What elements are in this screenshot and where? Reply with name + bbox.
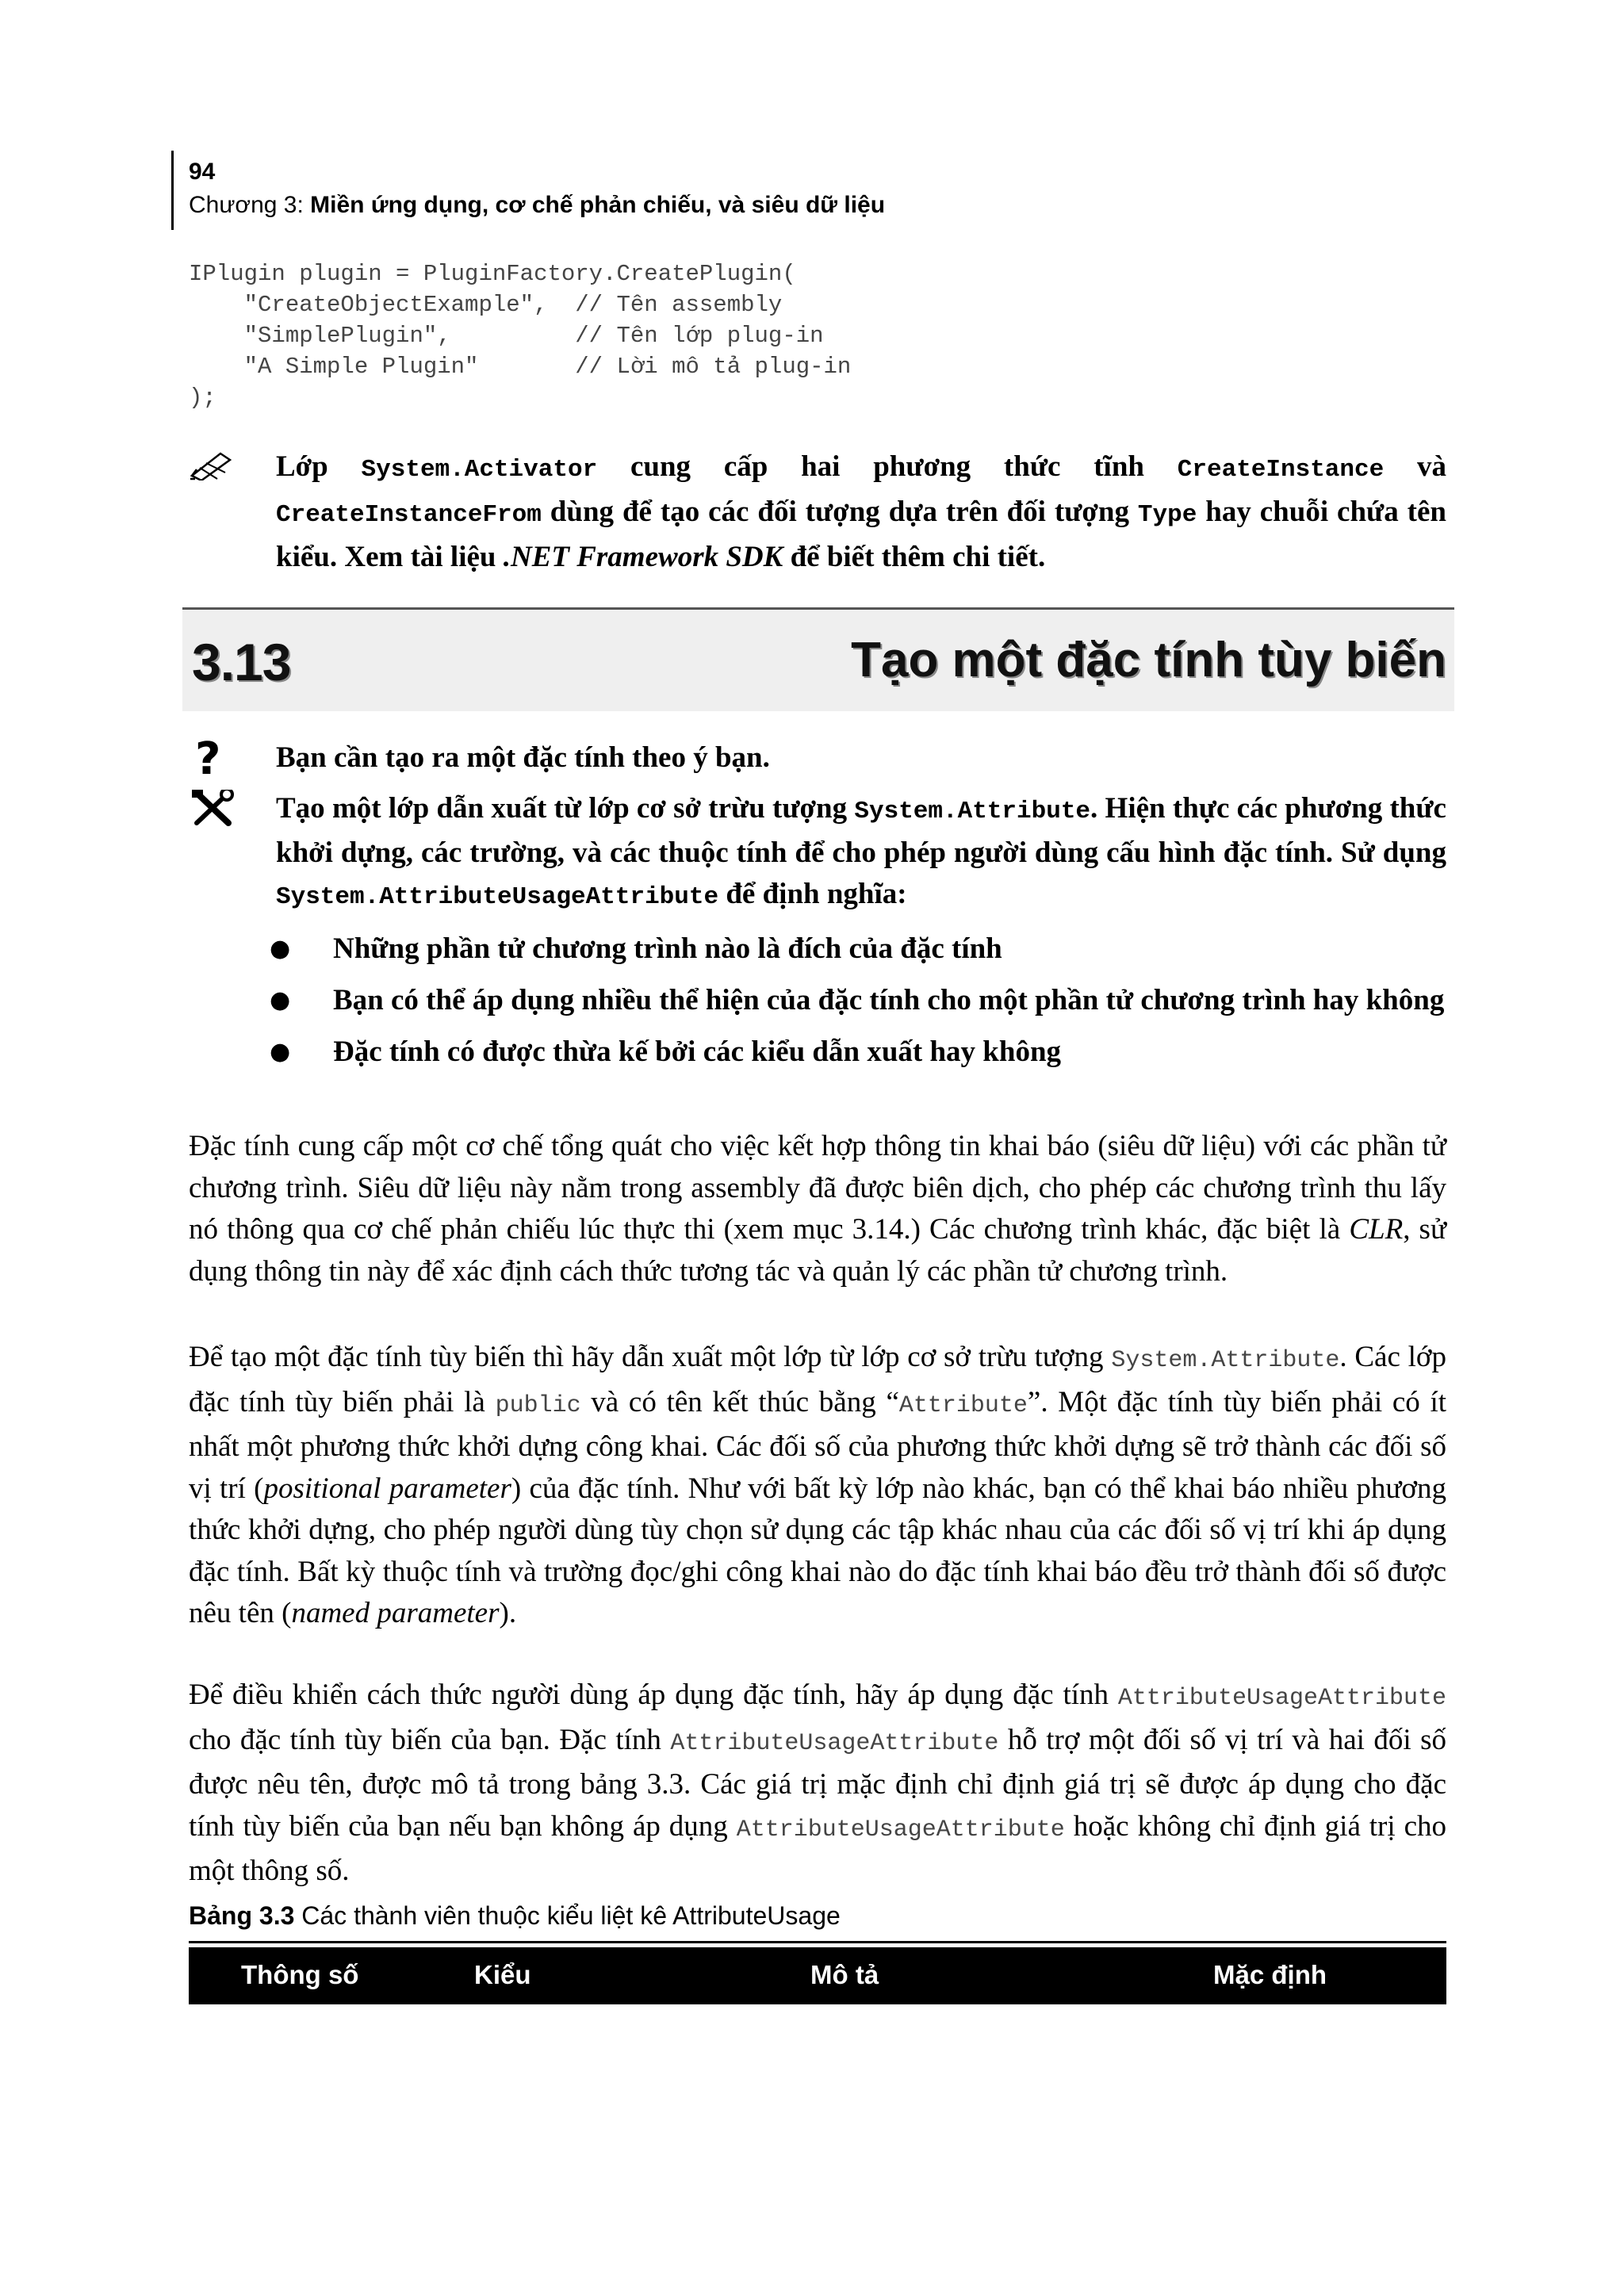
paragraph bbox=[189, 1126, 1446, 1292]
column-header: Mặc định bbox=[1213, 1960, 1327, 1989]
pencil-note-icon bbox=[189, 449, 236, 480]
inline-code: System.Attribute bbox=[1111, 1347, 1340, 1374]
column-header: Thông số bbox=[241, 1960, 359, 1989]
list-item bbox=[270, 929, 1446, 968]
note-text-part: hay chuỗi chứa tên kiểu. Xem tài liệu bbox=[276, 496, 1446, 573]
note-text-part: Lớp bbox=[276, 450, 362, 483]
paragraph-text: ”. Một đặc tính tùy biến phải có ít nhất một phương thức khởi dựng công khai. Các đối số của phương thức khởi dựng sẽ trở thành các đối số vị trí ( bbox=[189, 1385, 1447, 1505]
inline-code: public bbox=[495, 1391, 581, 1419]
list-item bbox=[270, 981, 1446, 1020]
chapter-prefix: Chương 3: bbox=[189, 192, 311, 218]
note-text-part: và bbox=[1384, 450, 1447, 483]
inline-code: AttributeUsageAttribute bbox=[670, 1729, 999, 1757]
list-item-text: Những phần tử chương trình nào là đích của đặc tính bbox=[333, 932, 1002, 965]
inline-code: CreateInstance bbox=[1177, 456, 1385, 484]
list-item bbox=[270, 1032, 1446, 1071]
code-line: "CreateObjectExample", // Tên assembly bbox=[189, 292, 783, 318]
list-item-text: Đặc tính có được thừa kế bởi các kiểu dẫn xuất hay không bbox=[333, 1035, 1062, 1068]
chapter-title: Miền ứng dụng, cơ chế phản chiếu, và siêu dữ liệu bbox=[310, 192, 886, 218]
tools-icon bbox=[190, 790, 235, 826]
chapter-line bbox=[189, 189, 1457, 222]
paragraph-text: hỗ trợ một đối số vị trí và hai đối số được nêu tên, được mô tả trong bảng 3.3. Các giá trị mặc định chỉ định giá trị sẽ được áp dụng cho đặc tính tùy biến của bạn nếu bạn không áp dụng bbox=[189, 1723, 1447, 1843]
code-block bbox=[189, 258, 851, 413]
section-title: Tạo một đặc tính tùy biến bbox=[851, 633, 1446, 687]
table-caption-label: Bảng 3.3 bbox=[189, 1901, 295, 1930]
table-header bbox=[189, 1947, 1446, 2004]
inline-code: CreateInstanceFrom bbox=[276, 501, 542, 529]
page-number: 94 bbox=[189, 159, 216, 185]
paragraph bbox=[189, 1675, 1446, 1893]
paragraph-text: và có tên kết thúc bằng “ bbox=[580, 1385, 899, 1418]
paragraph bbox=[189, 1337, 1446, 1635]
solution-text-part: Tạo một lớp dẫn xuất từ lớp cơ sở trừu tượng bbox=[276, 792, 855, 825]
paragraph-text: , sử dụng thông tin này để xác định cách thức tương tác và quản lý các phần tử chương trình. bbox=[189, 1213, 1447, 1288]
bullet-icon: ● bbox=[270, 935, 291, 963]
inline-code: System.Activator bbox=[361, 456, 598, 484]
paragraph-italic: positional parameter bbox=[263, 1472, 511, 1505]
code-line: IPlugin plugin = PluginFactory.CreatePlugin( bbox=[189, 261, 796, 287]
bullet-icon: ● bbox=[270, 986, 291, 1014]
solution-text bbox=[276, 788, 1446, 918]
solution-text-part: để định nghĩa: bbox=[718, 878, 907, 910]
paragraph-italic: named parameter bbox=[291, 1597, 500, 1629]
paragraph-italic: CLR bbox=[1349, 1213, 1404, 1246]
note-text bbox=[276, 446, 1446, 578]
paragraph-text: . Các lớp đặc tính tùy biến phải là bbox=[189, 1341, 1446, 1418]
code-line: ); bbox=[189, 385, 216, 411]
paragraph-text: cho đặc tính tùy biến của bạn. Đặc tính bbox=[189, 1723, 671, 1756]
problem-text: Bạn cần tạo ra một đặc tính theo ý bạn. bbox=[276, 741, 770, 774]
list-item-text: Bạn có thể áp dụng nhiều thể hiện của đặc tính cho một phần tử chương trình hay không bbox=[333, 984, 1445, 1016]
section-banner bbox=[182, 607, 1454, 711]
table-caption-text: Các thành viên thuộc kiểu liệt kê AttributeUsage bbox=[294, 1901, 841, 1930]
bullet-icon: ● bbox=[270, 1038, 291, 1066]
paragraph-text: ) của đặc tính. Như với bất kỳ lớp nào khác, bạn có thể khai báo nhiều phương thức khởi dựng, cho phép người dùng tùy chọn sử dụng các tập khác nhau của các đối số vị trí khi áp dụng đặc tính. Bất kỳ thuộc tính và trường đọc/ghi công khai nào do đặc tính khai báo đều trở thành đối số được nêu tên ( bbox=[189, 1472, 1446, 1629]
inline-code: Attribute bbox=[898, 1391, 1028, 1419]
note-text-part: cung cấp hai phương thức tĩnh bbox=[597, 450, 1178, 483]
paragraph-text: Đặc tính cung cấp một cơ chế tổng quát cho việc kết hợp thông tin khai báo (siêu dữ liệu) với các phần tử chương trình. Siêu dữ liệu này nằm trong assembly đã được biên dịch, cho phép các chương trình thu lấy nó thông qua cơ chế phản chiếu lúc thực thi (xem mục 3.14.) Các chương trình khác, đặc biệt là bbox=[189, 1130, 1446, 1246]
inline-code: AttributeUsageAttribute bbox=[1117, 1685, 1446, 1712]
paragraph-text: Để tạo một đặc tính tùy biến thì hãy dẫn xuất một lớp từ lớp cơ sở trừu tượng bbox=[189, 1341, 1112, 1373]
note-text-part: dùng để tạo các đối tượng dựa trên đối tượng bbox=[541, 496, 1138, 528]
note-text-part: để biết thêm chi tiết. bbox=[783, 541, 1046, 573]
solution-text-part: . Hiện thực các phương thức khởi dựng, các trường, và các thuộc tính để cho phép người dùng cấu hình đặc tính. Sử dụng bbox=[276, 792, 1446, 869]
code-line: "A Simple Plugin" // Lời mô tả plug-in bbox=[189, 354, 852, 380]
header-rule bbox=[171, 151, 174, 230]
paragraph-text: Để điều khiển cách thức người dùng áp dụng đặc tính, hãy áp dụng đặc tính bbox=[189, 1679, 1118, 1711]
section-number: 3.13 bbox=[192, 633, 291, 691]
paragraph-text: ). bbox=[499, 1597, 517, 1629]
table-caption bbox=[189, 1901, 841, 1931]
question-mark-icon: ? bbox=[195, 733, 221, 785]
inline-code: System.AttributeUsageAttribute bbox=[276, 883, 719, 911]
bullet-list bbox=[270, 929, 1446, 1084]
inline-code: AttributeUsageAttribute bbox=[736, 1816, 1065, 1843]
paragraph-text: hoặc không chỉ định giá trị cho một thông số. bbox=[189, 1809, 1446, 1887]
column-header: Mô tả bbox=[810, 1960, 879, 1989]
table-rule bbox=[189, 1941, 1446, 1943]
column-header: Kiểu bbox=[474, 1960, 531, 1989]
note-italic: .NET Framework SDK bbox=[503, 541, 783, 573]
inline-code: System.Attribute bbox=[854, 798, 1091, 825]
code-line: "SimplePlugin", // Tên lớp plug-in bbox=[189, 323, 824, 349]
page-header bbox=[189, 155, 1457, 222]
inline-code: Type bbox=[1137, 501, 1197, 529]
